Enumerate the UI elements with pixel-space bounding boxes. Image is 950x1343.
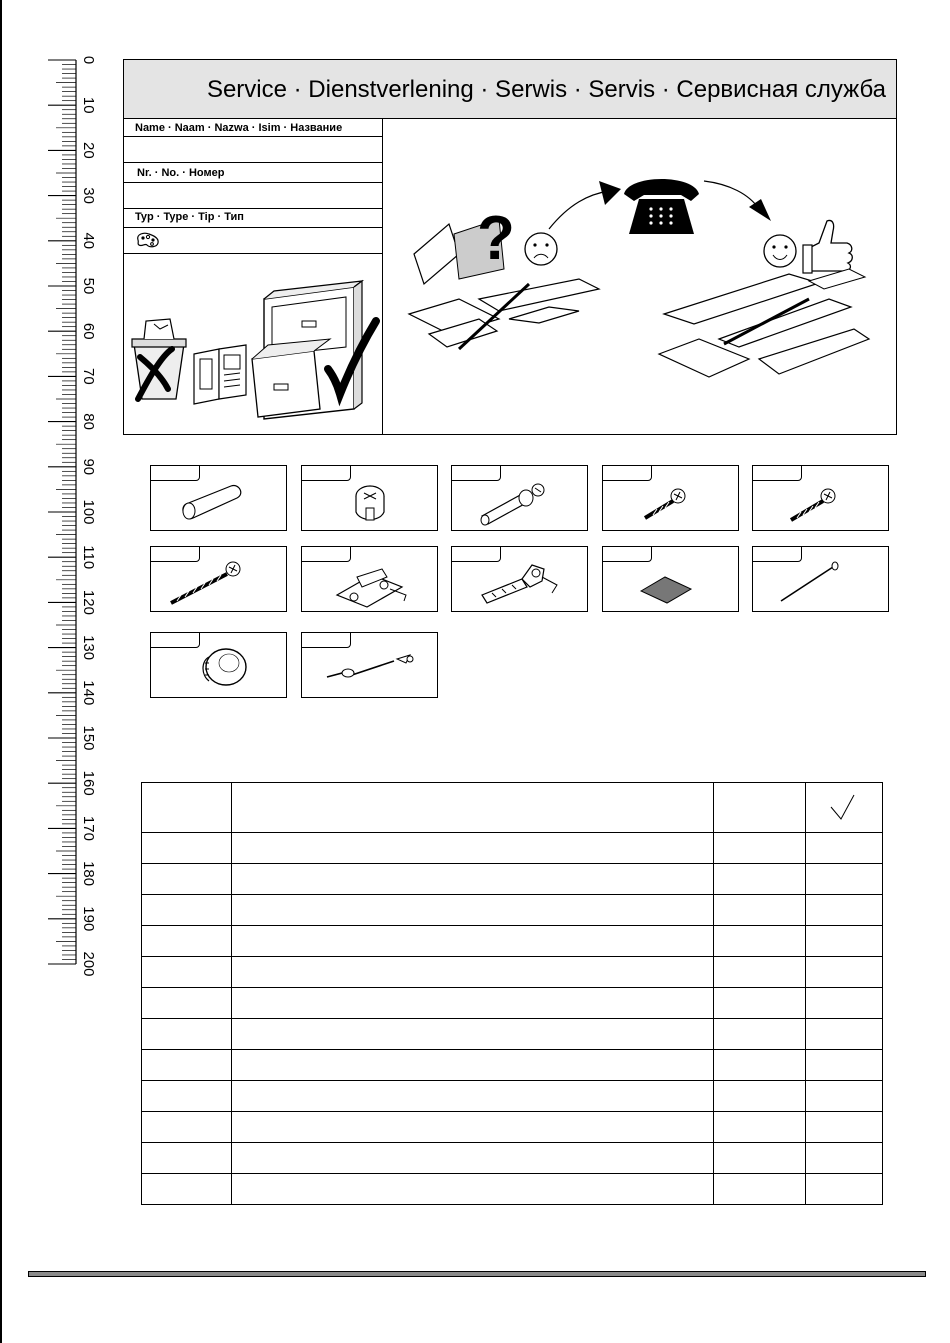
table-cell[interactable] [142, 1019, 232, 1050]
name-label: Name · Naam · Nazwa · Isim · Название [135, 122, 343, 134]
table-row [142, 1174, 883, 1205]
part-box [451, 465, 588, 531]
name-label-row [124, 119, 382, 137]
ruler-label: 150 [80, 725, 97, 751]
keep-instructions-illustration [124, 259, 382, 434]
table-cell[interactable] [232, 988, 713, 1019]
long-screw-icon [151, 547, 288, 613]
shelf-support-icon [151, 633, 288, 699]
arrow-to-happy [704, 181, 759, 209]
measuring-ruler [30, 40, 110, 980]
table-row [142, 1019, 883, 1050]
table-cell[interactable] [142, 1112, 232, 1143]
felt-pad-icon [603, 547, 740, 613]
table-cell[interactable] [142, 833, 232, 864]
ruler-label: 60 [80, 322, 97, 340]
table-cell[interactable] [232, 1019, 713, 1050]
happy-face-icon [764, 235, 796, 267]
table-row [142, 957, 883, 988]
mounting-plate-icon [302, 547, 439, 613]
table-cell[interactable] [232, 1112, 713, 1143]
table-cell[interactable] [805, 1143, 882, 1174]
product-form [124, 119, 383, 434]
part-box [150, 546, 287, 612]
table-cell[interactable] [805, 1050, 882, 1081]
number-label: Nr. · No. · Номер [137, 167, 225, 179]
table-cell[interactable] [713, 1019, 805, 1050]
table-cell[interactable] [142, 926, 232, 957]
part-box [602, 465, 739, 531]
table-cell[interactable] [713, 1143, 805, 1174]
ruler-label: 170 [80, 815, 97, 841]
sad-face-icon [525, 233, 557, 265]
table-cell[interactable] [805, 926, 882, 957]
table-cell[interactable] [713, 926, 805, 957]
ruler-label: 160 [80, 770, 97, 796]
table-cell[interactable] [232, 957, 713, 988]
table-header-cell [142, 783, 232, 833]
ruler-label: 110 [80, 545, 97, 570]
instruction-booklet-icon [194, 345, 246, 404]
table-cell[interactable] [713, 988, 805, 1019]
ruler-label: 30 [80, 187, 97, 204]
type-field[interactable] [124, 227, 382, 254]
ruler-label: 50 [80, 277, 97, 295]
part-box [301, 632, 438, 698]
question-mark: ? [477, 204, 515, 273]
table-cell[interactable] [232, 1050, 713, 1081]
table-cell[interactable] [142, 1174, 232, 1205]
ruler-label: 200 [80, 951, 97, 977]
table-cell[interactable] [142, 1143, 232, 1174]
service-info-panel [123, 119, 897, 435]
service-process-illustration [399, 159, 889, 399]
dowel-icon [151, 466, 288, 532]
table-cell[interactable] [713, 864, 805, 895]
table-row [142, 895, 883, 926]
color-palette-icon [134, 231, 162, 249]
table-cell[interactable] [805, 1081, 882, 1112]
table-row [142, 926, 883, 957]
table-cell[interactable] [142, 895, 232, 926]
nail-icon [753, 547, 890, 613]
part-box [301, 546, 438, 612]
table-cell[interactable] [713, 1112, 805, 1143]
table-cell[interactable] [805, 1174, 882, 1205]
table-cell[interactable] [142, 988, 232, 1019]
arrow-to-phone [549, 191, 609, 229]
table-header-cell [232, 783, 713, 833]
ruler-label: 70 [80, 368, 97, 385]
table-row [142, 1050, 883, 1081]
table-cell[interactable] [713, 895, 805, 926]
table-cell[interactable] [232, 1081, 713, 1112]
ruler-label: 190 [80, 906, 97, 932]
table-cell[interactable] [232, 926, 713, 957]
service-header [123, 59, 897, 119]
part-box [752, 465, 889, 531]
checkmark-icon [806, 783, 882, 827]
part-box [752, 546, 889, 612]
type-label-row [124, 208, 382, 228]
table-cell[interactable] [713, 833, 805, 864]
table-cell[interactable] [713, 1050, 805, 1081]
table-cell[interactable] [232, 895, 713, 926]
safety-strap-icon [302, 633, 439, 699]
name-field[interactable] [124, 136, 382, 163]
table-row [142, 988, 883, 1019]
table-cell[interactable] [805, 833, 882, 864]
table-cell[interactable] [805, 864, 882, 895]
table-cell[interactable] [805, 957, 882, 988]
screw-icon [753, 466, 890, 532]
table-header-cell [805, 783, 882, 833]
ruler-label: 90 [80, 458, 97, 476]
table-cell[interactable] [805, 1019, 882, 1050]
ruler-label: 180 [80, 861, 97, 887]
table-row [142, 1112, 883, 1143]
table-cell[interactable] [142, 1081, 232, 1112]
ruler-label: 130 [80, 635, 97, 661]
page-title: Service · Dienstverlening · Serwis · Servis · Сервисная служба [206, 76, 886, 103]
table-cell[interactable] [232, 833, 713, 864]
table-cell[interactable] [805, 1112, 882, 1143]
table-row [142, 1143, 883, 1174]
part-box [602, 546, 739, 612]
part-box [301, 465, 438, 531]
table-row [142, 1081, 883, 1112]
table-header-row [142, 783, 883, 833]
table-cell[interactable] [142, 1050, 232, 1081]
number-field[interactable] [124, 182, 382, 209]
number-label-row [124, 162, 382, 183]
table-cell[interactable] [805, 895, 882, 926]
filing-cabinet-icon [252, 281, 362, 419]
cam-lock-icon [302, 466, 439, 532]
telephone-icon [624, 179, 699, 234]
short-screw-icon [603, 466, 740, 532]
table-cell[interactable] [232, 864, 713, 895]
table-cell[interactable] [232, 1174, 713, 1205]
table-row [142, 833, 883, 864]
thumbs-up-icon [803, 220, 852, 273]
part-box [150, 465, 287, 531]
ruler-label: 120 [80, 589, 97, 615]
ruler-label: 80 [80, 413, 97, 430]
table-header-cell [713, 783, 805, 833]
table-cell[interactable] [713, 957, 805, 988]
ruler-label: 20 [80, 142, 97, 159]
table-cell[interactable] [713, 1081, 805, 1112]
bottom-bar [28, 1271, 926, 1277]
type-label: Typ · Type · Tip · Тип [135, 211, 244, 223]
new-panels-icon [659, 269, 869, 377]
part-box [150, 632, 287, 698]
table-cell[interactable] [805, 988, 882, 1019]
page-edge-line [0, 0, 2, 1343]
ruler-label: 140 [80, 680, 97, 706]
ruler-label: 100 [80, 499, 97, 525]
table-cell[interactable] [232, 1143, 713, 1174]
table-cell[interactable] [713, 1174, 805, 1205]
missing-parts-table [141, 782, 883, 1205]
part-box [451, 546, 588, 612]
table-row [142, 864, 883, 895]
ruler-label: 40 [80, 232, 97, 250]
ruler-label: 10 [80, 96, 97, 114]
ruler-label: 0 [80, 55, 97, 65]
hinge-icon [452, 547, 589, 613]
table-cell[interactable] [142, 957, 232, 988]
cam-bolt-icon [452, 466, 589, 532]
table-cell[interactable] [142, 864, 232, 895]
